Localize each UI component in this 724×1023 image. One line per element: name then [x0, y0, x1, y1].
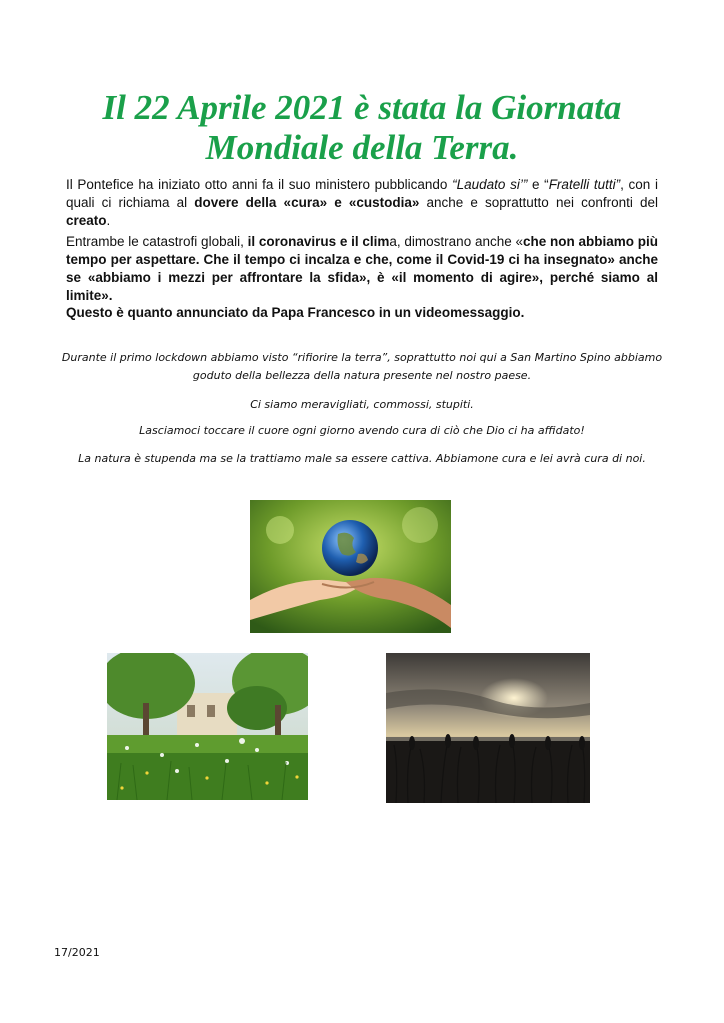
intro-paragraph — [66, 176, 658, 230]
p1-dovere: dovere della «cura» e «custodia» — [194, 195, 420, 210]
sunset-photo — [386, 653, 590, 803]
lockdown-line-2: goduto della bellezza della natura presente nel nostro paese. — [192, 369, 532, 382]
page-footer-number: 17/2021 — [54, 946, 100, 959]
p1-text: , con i quali ci richiama al — [66, 177, 658, 210]
p2-text: Entrambe le catastrofi globali, — [66, 234, 248, 249]
garden-photo — [107, 653, 308, 800]
p2-text: a, dimostrano anche « — [389, 234, 523, 249]
p1-text: anche e soprattutto nei confronti del — [419, 195, 658, 210]
heart-text: Lasciamoci toccare il cuore ogni giorno avendo cura di ciò che Dio ci ha affidato! — [139, 424, 585, 437]
p1-laudato: “Laudato si’” — [452, 177, 528, 192]
videomessage-paragraph: Questo è quanto annunciato da Papa Francesco in un videomessaggio. — [66, 305, 525, 320]
p1-fratelli: Fratelli tutti” — [548, 177, 621, 192]
wonder-text: Ci siamo meravigliati, commossi, stupiti. — [250, 398, 474, 411]
earth-hands-photo — [250, 500, 451, 633]
lockdown-line-1: Durante il primo lockdown abbiamo visto “rifiorire la terra”, soprattutto noi qui a San Martino Spino abbiamo — [61, 351, 663, 364]
p2-bold: che non abbiamo più tempo per aspettare. Che il tempo ci incalza e che, come il Covid-19 ci ha insegnato» anche se «abbiamo i mezzi per affrontare la sfida», è «il momento di agire», perché siamo al limite». — [66, 234, 659, 303]
p2-bold: il coronavirus e il clim — [247, 234, 390, 249]
title-line-1: Il 22 Aprile 2021 è stata la Giornata — [102, 88, 622, 127]
title-line-2: Mondiale della Terra. — [205, 128, 519, 167]
p1-text: Il Pontefice ha iniziato otto anni fa il suo ministero pubblicando — [66, 177, 453, 192]
nature-text: La natura è stupenda ma se la trattiamo male sa essere cattiva. Abbiamone cura e lei avrà cura di noi. — [78, 452, 646, 465]
p1-text: . — [106, 213, 111, 228]
p1-creato: creato — [66, 213, 107, 228]
catastrophes-paragraph — [66, 233, 658, 305]
p1-text: e “ — [527, 177, 549, 192]
lockdown-text — [50, 349, 674, 385]
page-title — [60, 88, 664, 168]
